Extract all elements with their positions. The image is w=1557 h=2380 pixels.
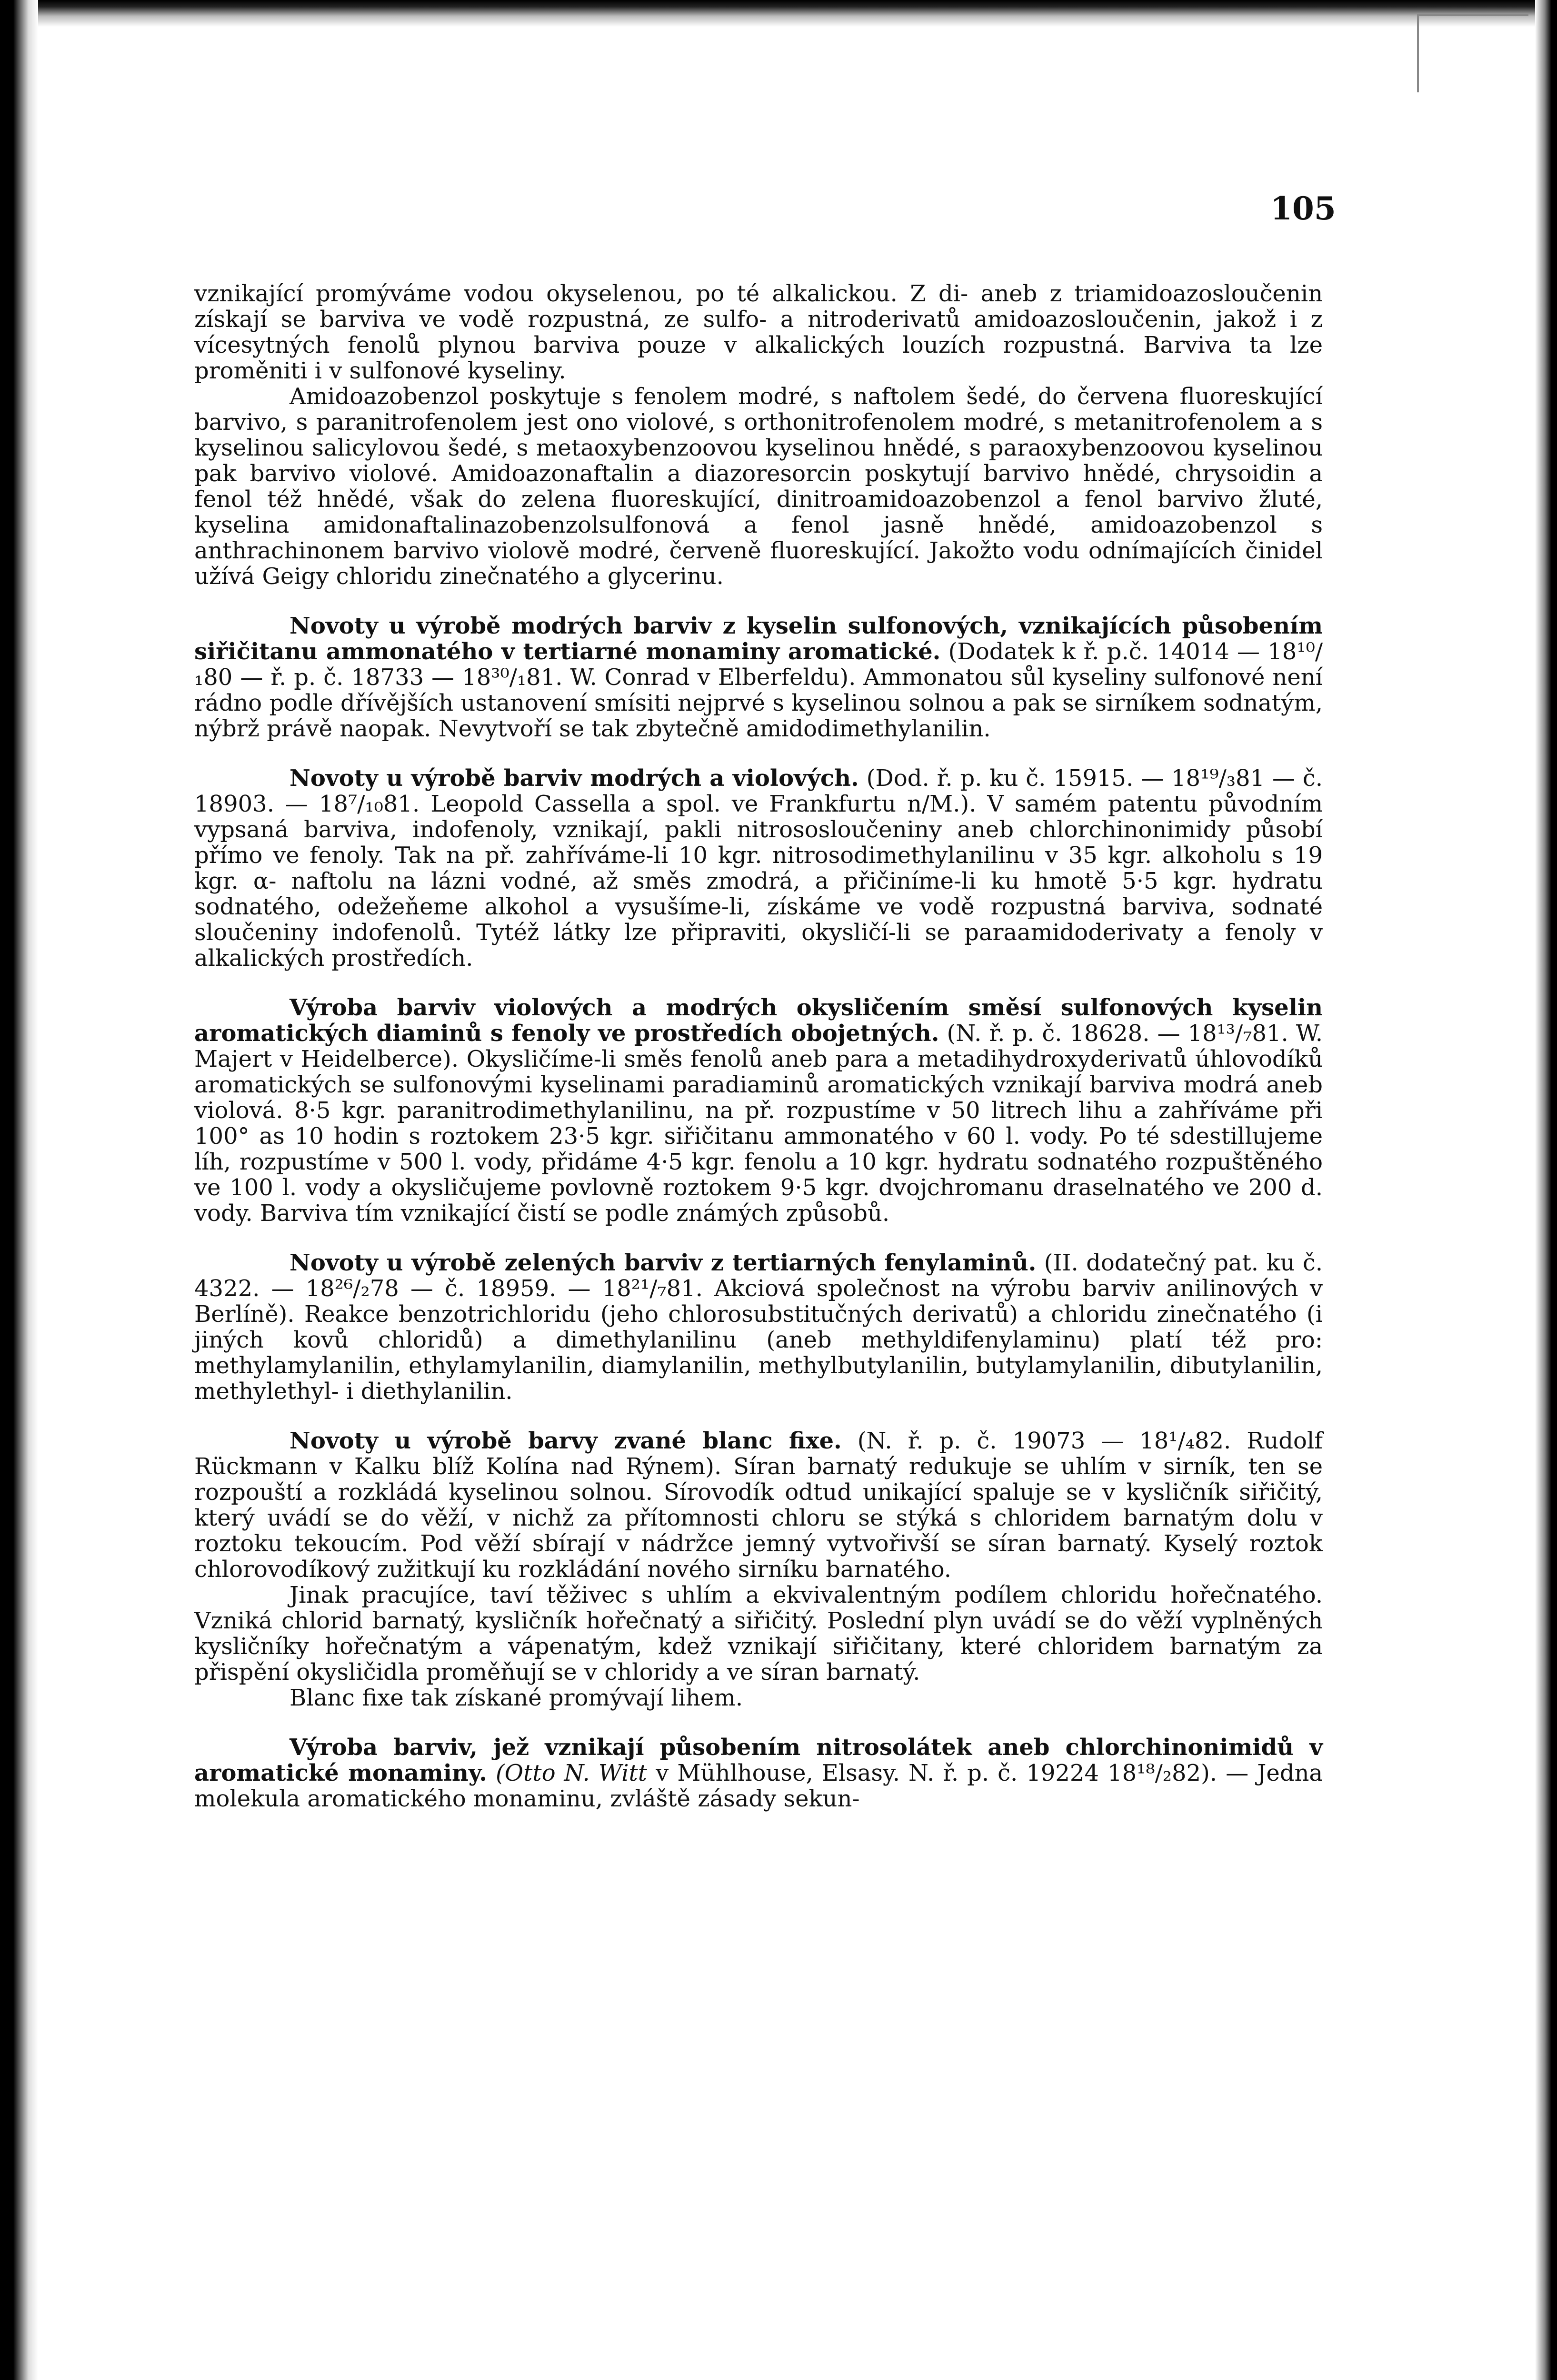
scan-edge-top [0,0,1557,27]
entry-heading: Výroba barviv, jež vznikají působením nitrosolátek aneb chlorchinonimidů v aromatické monaminy. [194,1734,1323,1786]
entry-blue-violet [194,765,1323,971]
entry-body: (II. dodatečný pat. ku č. 4322. — 18²⁶/₂78 — č. 18959. — 18²¹/₇81. Akciová společnost na výrobu barviv anilinových v Berlíně). Reakce benzotrichloridu (jeho chlorosubstitučných derivatů) a chloridu zinečnatého (i jiných kovů chloridů) a dimethylanilinu (aneb methyldifenylaminu) platí též pro: methylamylanilin, ethylamylanilin, diamylanilin, methylbutylanilin, butylamylanilin, dibutylanilin, methylethyl- i diethylanilin. [194,1250,1323,1405]
entry-body: (Dodatek k ř. p.č. 14014 — 18¹⁰/₁80 — ř. p. č. 18733 — 18³⁰/₁81. W. Conrad v Elberfeldu). Ammonatou sůl kyseliny sulfonové není rádno podle dřívějších ustanovení smísiti nejprvé s kyselinou solnou a pak se sirníkem sodnatým, nýbrž právě naopak. Nevytvoří se tak zbytečně amidodimethylanilin. [194,638,1323,742]
paragraph-1: vznikající promýváme vodou okyselenou, po té alkalickou. Z di- aneb z triamidoazosloučenin získají se barviva ve vodě rozpustná, ze sulfo- a nitroderivatů amidoazosloučenin, jakož i z vícesytných fenolů plynou barviva pouze v alkalických louzích rozpustná. Barviva ta lze proměniti i v sulfonové kyseliny. [194,280,1323,384]
scan-edge-left [0,0,38,2380]
entry-heading: Výroba barviv violových a modrých okysličením směsí sulfonových kyselin aromatických diaminů s fenoly ve prostředích obojetných. [194,994,1323,1047]
entry-body: (N. ř. p. č. 18628. — 18¹³/₇81. W. Majert v Heidelberce). Okysličíme-li směs fenolů aneb para a metadihydroxyderivatů úhlovodíků aromatických se sulfonovými kyselinami paradiaminů aromatických vznikají barviva modrá aneb violová. 8·5 kgr. paranitrodimethylanilinu, na př. rozpustíme v 50 litrech lihu a zahříváme při 100° as 10 hodin s roztokem 23·5 kgr. siřičitanu ammonatého v 60 l. vody. Po té sdestillujeme líh, rozpustíme v 500 l. vody, přidáme 4·5 kgr. fenolu a 10 kgr. hydratu sodnatého rozpuštěného ve 100 l. vody a okysličujeme povlovně roztokem 9·5 kgr. dvojchromanu draselnatého ve 200 d. vody. Barviva tím vznikající čistí se podle známých způsobů. [194,1020,1323,1227]
entry-heading: Novoty u výrobě modrých barviv z kyselin sulfonových, vznikajících působením siřičitanu ammonatého v tertiarné monaminy aromatické. [194,613,1323,665]
paragraph-8: Jinak pracujíce, taví těživec s uhlím a ekvivalentným podílem chloridu hořečnatého. Vzniká chlorid barnatý, kysličník hořečnatý a siřičitý. Poslední plyn uvádí se do věží vyplněných kysličníky hořečnatým a vápenatým, kdež vznikají siřičitany, které chloridem barnatým za přispění okysličidla proměňují se v chloridy a ve síran barnatý. [194,1582,1323,1686]
entry-body: (N. ř. p. č. 19073 — 18¹/₄82. Rudolf Rückmann v Kalku blíž Kolína nad Rýnem). Síran barnatý redukuje se uhlím v sirník, ten se rozpouští a rozkládá kyselinou solnou. Sírovodík odtud unikající spaluje se v kysličník siřičitý, který uvádí se do věží, v nichž za přítomnosti chloru se stýká s chloridem barnatým dolu v roztoku tekoucím. Pod věží sbírají v nádržce jemný vytvořivší se síran barnatý. Kyselý roztok chlorovodíkový zužitkují ku rozkládání nového sirníku barnatého. [194,1428,1323,1583]
entry-sulfonic-blue [194,613,1323,742]
entry-heading: Novoty u výrobě barviv modrých a violových. [289,765,859,792]
entry-body: (Dod. ř. p. ku č. 15915. — 18¹⁹/₃81 — č. 18903. — 18⁷/₁₀81. Leopold Cassella a spol. ve Frankfurtu n/M.). V samém patentu původním vypsaná barviva, indofenoly, vznikají, pakli nitrososloučeniny aneb chlorchinonimidy působí přímo ve fenoly. Tak na př. zahříváme-li 10 kgr. nitrosodimethylanilinu v 35 kgr. alkoholu s 19 kgr. α- naftolu na lázni vodné, až směs zmodrá, a přičiníme-li ku hmotě 5·5 kgr. hydratu sodnatého, odežeňeme alkohol a vysušíme-li, získáme ve vodě rozpustná barviva, sodnaté sloučeniny indofenolů. Tytéž látky lze připraviti, okysličí-li se paraamidoderivaty a fenoly v alkalických prostředích. [194,765,1323,972]
scan-corner-mark [1417,14,1528,92]
entry-heading: Novoty u výrobě zelených barviv z tertiarných fenylaminů. [289,1250,1037,1276]
paragraph-9: Blanc fixe tak získané promývají lihem. [289,1685,743,1711]
page-number: 105 [1270,190,1336,227]
scan-edge-right [1535,0,1557,2380]
entry-nitroso [194,1735,1323,1812]
entry-heading: Novoty u výrobě barvy zvané blanc fixe. [289,1428,842,1454]
page-body [194,281,1323,1812]
entry-green [194,1250,1323,1404]
entry-author: (Otto N. Witt [496,1760,648,1786]
entry-body: v Mühlhouse, Elsasy. N. ř. p. č. 19224 18¹⁸/₂82). — Jedna molekula aromatického monaminu, zvláště zásady sekun- [194,1760,1323,1812]
entry-oxidation [194,995,1323,1226]
paragraph-2: Amidoazobenzol poskytuje s fenolem modré, s naftolem šedé, do červena fluoreskující barvivo, s paranitrofenolem jest ono violové, s orthonitrofenolem modré, s metanitrofenolem a s kyselinou salicylovou šedé, s metaoxybenzoovou kyselinou hnědé, s paraoxybenzoovou kyselinou pak barvivo violové. Amidoazonaftalin a diazoresorcin poskytují barvivo hnědé, chrysoidin a fenol též hnědé, však do zelena fluoreskující, dinitroamidoazobenzol a fenol barvivo žluté, kyselina amidonaftalinazobenzolsulfonová a fenol jasně hnědé, amidoazobenzol s anthrachinonem barvivo violově modré, červeně fluoreskující. Jakožto vodu odnímajících činidel užívá Geigy chloridu zinečnatého a glycerinu. [194,383,1323,590]
entry-blanc-fixe [194,1428,1323,1582]
